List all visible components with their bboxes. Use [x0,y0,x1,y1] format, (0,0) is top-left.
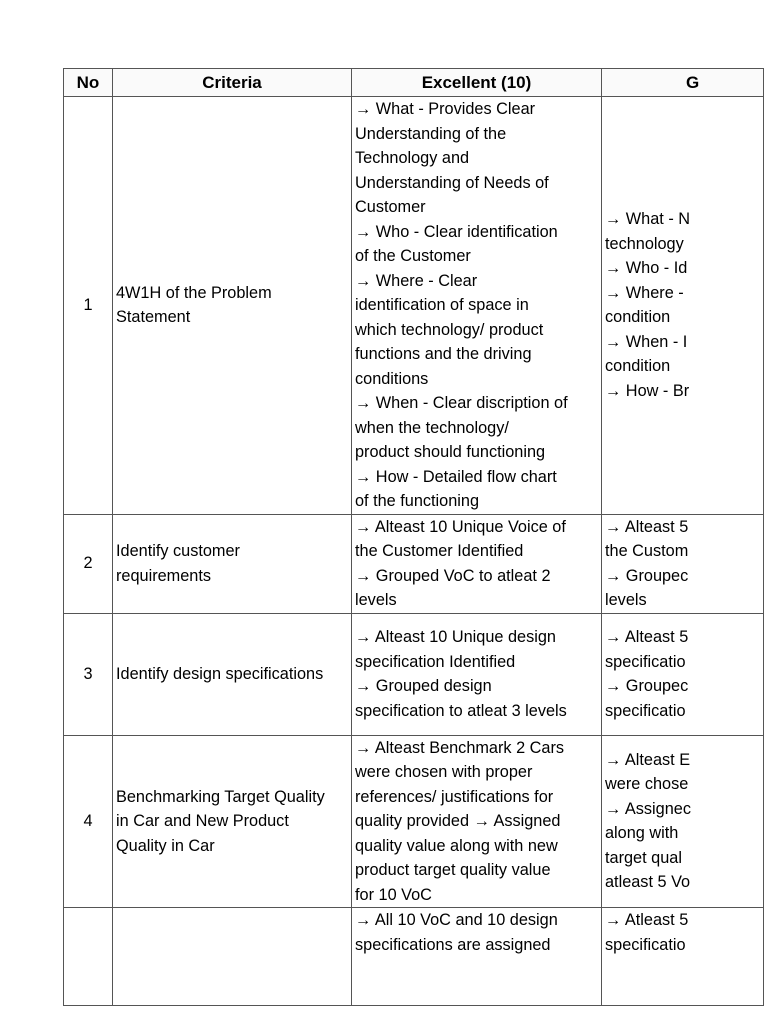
good-line: specificatio [605,652,686,671]
excellent-line: identification of space in [355,296,529,314]
good-line: the Custom [605,542,689,560]
excellent-line: Understanding of Needs of [355,173,549,192]
excellent-line: Technology and [355,149,470,167]
excellent-cell [352,908,602,1006]
excellent-line: for 10 VoC [355,885,432,904]
good-cell [602,613,764,735]
excellent-line: → How - Detailed flow chart [355,467,557,486]
good-cell [602,735,764,908]
table-row [64,613,764,735]
row-number: 3 [64,613,113,735]
excellent-line: specification to atleat 3 levels [355,701,567,720]
good-cell [602,97,764,515]
excellent-line: Customer [355,198,426,216]
criteria-line: Identify design specifications [116,664,324,683]
excellent-line: quality value along with new [355,836,558,855]
excellent-line: → Where - Clear [355,271,478,290]
criteria-cell [113,97,352,515]
header-no: No [64,69,113,97]
good-line: → Who - Id [605,259,688,278]
good-line: target qual [605,848,682,867]
good-line: → What - N [605,210,691,229]
excellent-line: specification Identified [355,652,516,671]
excellent-cell [352,735,602,908]
excellent-line: → All 10 VoC and 10 design [355,911,558,929]
table-row [64,735,764,908]
criteria-cell [113,514,352,613]
excellent-cell [352,514,602,613]
excellent-line: levels [355,591,397,609]
good-cell [602,514,764,613]
excellent-cell [352,613,602,735]
table-row [64,97,764,515]
row-number: 4 [64,735,113,908]
table-row [64,908,764,1006]
header-row [64,69,764,97]
rubric-table-viewport [63,68,700,954]
excellent-line: → Alteast 10 Unique Voice of [355,517,566,536]
good-line: → Atleast 5 [605,911,689,929]
criteria-cell [113,908,352,1006]
excellent-line: references/ justifications for [355,787,554,806]
excellent-line: → Alteast 10 Unique design [355,628,556,646]
criteria-line: Identify customer [116,542,240,560]
criteria-line: Statement [116,308,191,327]
good-line: → Alteast 5 [605,628,689,646]
row-number: 1 [64,97,113,515]
good-line: condition [605,308,671,327]
criteria-line: 4W1H of the Problem [116,283,272,302]
excellent-line: → Grouped design [355,677,492,695]
header-good: G [602,69,764,97]
good-line: → Assignec [605,799,691,818]
good-line: condition [605,357,671,376]
criteria-line: Quality in Car [116,836,215,855]
excellent-line: → Grouped VoC to atleat 2 [355,566,551,585]
good-line: → Alteast 5 [605,517,689,536]
good-line: → Where - [605,283,684,302]
row-number [64,908,113,1006]
good-line: atleast 5 Vo [605,873,691,892]
criteria-line: in Car and New Product [116,812,289,830]
excellent-line: when the technology/ [355,418,509,437]
good-line: → Groupec [605,677,689,695]
good-line: specificatio [605,935,686,954]
excellent-line: the Customer Identified [355,542,524,560]
excellent-line: → Who - Clear identification [355,222,558,241]
header-criteria: Criteria [113,69,352,97]
good-line: along with [605,824,679,843]
rubric-table [63,68,764,1006]
excellent-line: product should functioning [355,443,546,461]
excellent-line: Understanding of the [355,124,507,143]
excellent-line: → What - Provides Clear [355,100,536,118]
good-line: levels [605,591,647,609]
good-line: technology [605,234,684,253]
excellent-line: product target quality value [355,861,551,879]
excellent-line: of the functioning [355,492,480,510]
excellent-line: quality provided → Assigned [355,812,561,830]
excellent-cell [352,97,602,515]
excellent-line: which technology/ product [355,320,544,339]
excellent-line: specifications are assigned [355,935,551,954]
excellent-line: → Alteast Benchmark 2 Cars [355,738,565,757]
good-line: → Alteast E [605,750,691,769]
criteria-cell [113,613,352,735]
row-number: 2 [64,514,113,613]
excellent-line: functions and the driving [355,345,532,363]
criteria-line: Benchmarking Target Quality [116,787,325,806]
good-line: were chose [605,775,689,794]
header-excellent: Excellent (10) [352,69,602,97]
good-line: → When - I [605,332,688,351]
good-line: → How - Br [605,381,690,400]
good-cell [602,908,764,1006]
criteria-cell [113,735,352,908]
excellent-line: were chosen with proper [355,763,533,781]
excellent-line: → When - Clear discription of [355,394,568,412]
criteria-line: requirements [116,566,212,585]
excellent-line: of the Customer [355,247,471,265]
good-line: specificatio [605,701,686,720]
excellent-line: conditions [355,369,429,388]
good-line: → Groupec [605,566,689,585]
table-row [64,514,764,613]
